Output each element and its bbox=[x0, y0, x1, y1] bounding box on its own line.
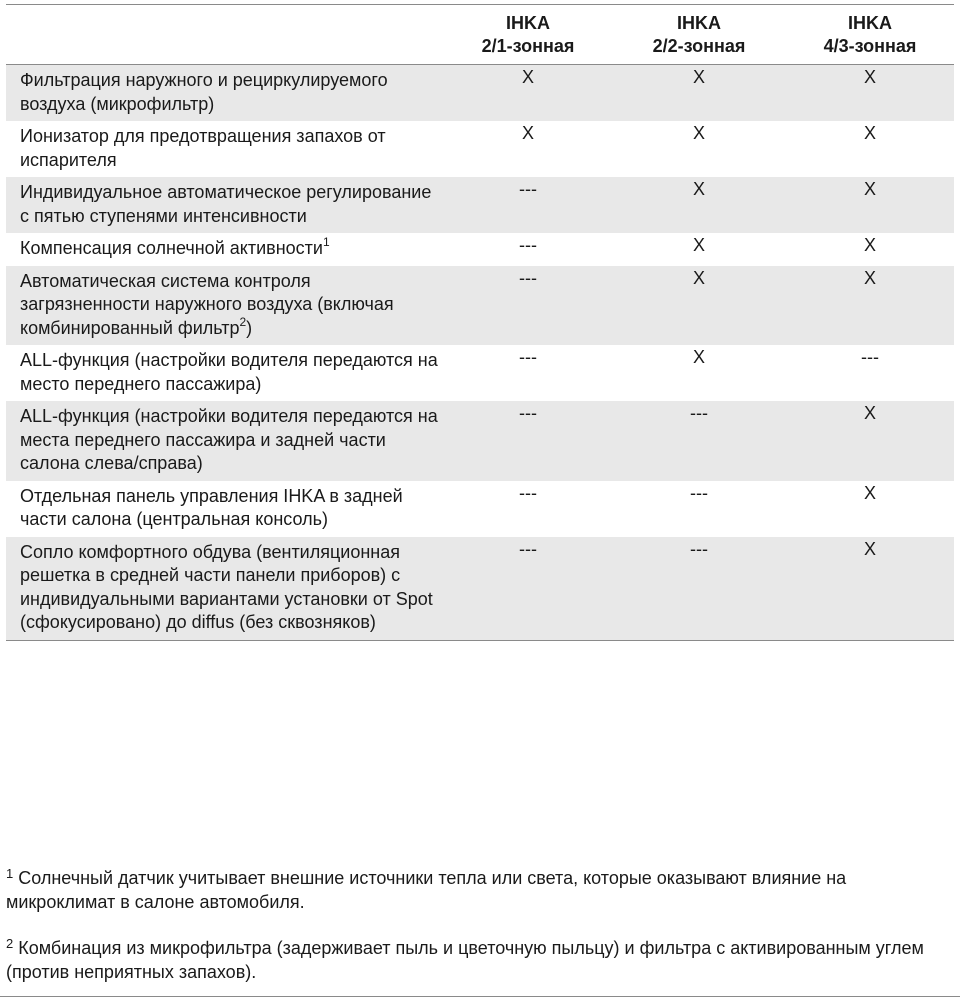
feature-cell: Компенсация солнечной активности$^1$ bbox=[20, 235, 330, 258]
footnote-ref: 2 bbox=[239, 314, 247, 329]
value-2-1-zone: X bbox=[521, 123, 534, 143]
footnote-text: Комбинация из микрофильтра (задерживает пыль и цветочную пыльцу) и фильтра с активированным углем (против неприятных запахов). bbox=[6, 938, 924, 982]
feature-cell: Ионизатор для предотвращения запахов от испарителя bbox=[20, 126, 386, 170]
table-row bbox=[6, 537, 954, 641]
value-2-2-zone: X bbox=[612, 177, 786, 233]
header-zone-variant: 2/2-зонная bbox=[652, 36, 746, 56]
footnote-mark: 1 bbox=[6, 866, 14, 881]
value-4-3-zone: X bbox=[863, 482, 876, 503]
value-2-2-zone: X bbox=[692, 123, 705, 143]
page-bottom-divider bbox=[0, 996, 960, 997]
table-row bbox=[6, 401, 954, 481]
table-row bbox=[6, 65, 954, 122]
footnote-ref: 1 bbox=[322, 235, 330, 249]
value-4-3-zone: X bbox=[786, 266, 954, 346]
footnote-text: Солнечный датчик учитывает внешние источники тепла или света, которые оказывают влияние на микроклимат в салоне автомобиля. bbox=[6, 868, 847, 912]
value-2-2-zone: X bbox=[612, 266, 786, 346]
feature-cell: ALL-функция (настройки водителя передаются на место переднего пассажира) bbox=[20, 350, 438, 394]
value-4-3-zone: X bbox=[863, 123, 876, 143]
table-row bbox=[6, 121, 954, 177]
header-ihka-2-2-zone bbox=[612, 5, 786, 65]
value-2-2-zone: --- bbox=[612, 401, 786, 481]
value-2-1-zone: --- bbox=[519, 347, 537, 367]
value-4-3-zone: X bbox=[863, 235, 876, 255]
value-2-2-zone: X bbox=[692, 235, 705, 255]
value-2-1-zone: X bbox=[444, 65, 612, 122]
value-2-2-zone: X bbox=[612, 65, 786, 122]
header-zone-variant: 2/1-зонная bbox=[481, 36, 575, 56]
value-4-3-zone: X bbox=[786, 65, 954, 122]
ihka-comparison-table bbox=[6, 4, 954, 641]
header-model-name: IHKA bbox=[506, 13, 550, 33]
document-page bbox=[6, 4, 954, 641]
value-2-2-zone: X bbox=[692, 347, 705, 367]
value-2-1-zone: --- bbox=[444, 537, 612, 641]
value-2-2-zone: --- bbox=[690, 482, 708, 503]
header-model-name: IHKA bbox=[677, 13, 721, 33]
header-ihka-2-1-zone bbox=[444, 5, 612, 65]
table-row bbox=[6, 233, 954, 266]
value-4-3-zone: X bbox=[786, 401, 954, 481]
feature-cell: Индивидуальное автоматическое регулирование с пятью ступенями интенсивности bbox=[6, 177, 444, 233]
footnote-1 bbox=[6, 866, 946, 914]
feature-cell: Автоматическая система контроля загрязненности наружного воздуха (включая комбинированный фильтр$^2$) bbox=[6, 266, 444, 346]
header-feature-column bbox=[6, 5, 444, 65]
table-body bbox=[6, 65, 954, 641]
header-model-name: IHKA bbox=[848, 13, 892, 33]
value-2-1-zone: --- bbox=[519, 235, 537, 255]
table-row bbox=[6, 481, 954, 537]
table-row bbox=[6, 266, 954, 346]
value-2-1-zone: --- bbox=[444, 266, 612, 346]
footnote-2 bbox=[6, 936, 946, 984]
feature-cell: ALL-функция (настройки водителя передаются на места переднего пассажира и задней части салона слева/справа) bbox=[6, 401, 444, 481]
footnote-mark: 2 bbox=[6, 936, 14, 951]
feature-cell: Фильтрация наружного и рециркулируемого воздуха (микрофильтр) bbox=[6, 65, 444, 122]
value-2-1-zone: --- bbox=[519, 482, 537, 503]
header-ihka-4-3-zone bbox=[786, 5, 954, 65]
header-zone-variant: 4/3-зонная bbox=[823, 36, 917, 56]
table-row bbox=[6, 345, 954, 401]
footnotes bbox=[6, 866, 946, 1006]
table-row bbox=[6, 177, 954, 233]
header-row bbox=[6, 5, 954, 65]
value-4-3-zone: --- bbox=[861, 347, 879, 367]
feature-cell: Отдельная панель управления IHKA в задней части салона (центральная консоль) bbox=[20, 485, 403, 529]
value-2-1-zone: --- bbox=[444, 177, 612, 233]
feature-cell: Сопло комфортного обдува (вентиляционная решетка в средней части панели приборов) с индивидуальными вариантами установки от Spot (сфокусировано) до diffus (без сквозняков) bbox=[6, 537, 444, 641]
value-4-3-zone: X bbox=[786, 177, 954, 233]
value-2-2-zone: --- bbox=[612, 537, 786, 641]
table-header bbox=[6, 5, 954, 65]
value-2-1-zone: --- bbox=[444, 401, 612, 481]
value-4-3-zone: X bbox=[786, 537, 954, 641]
